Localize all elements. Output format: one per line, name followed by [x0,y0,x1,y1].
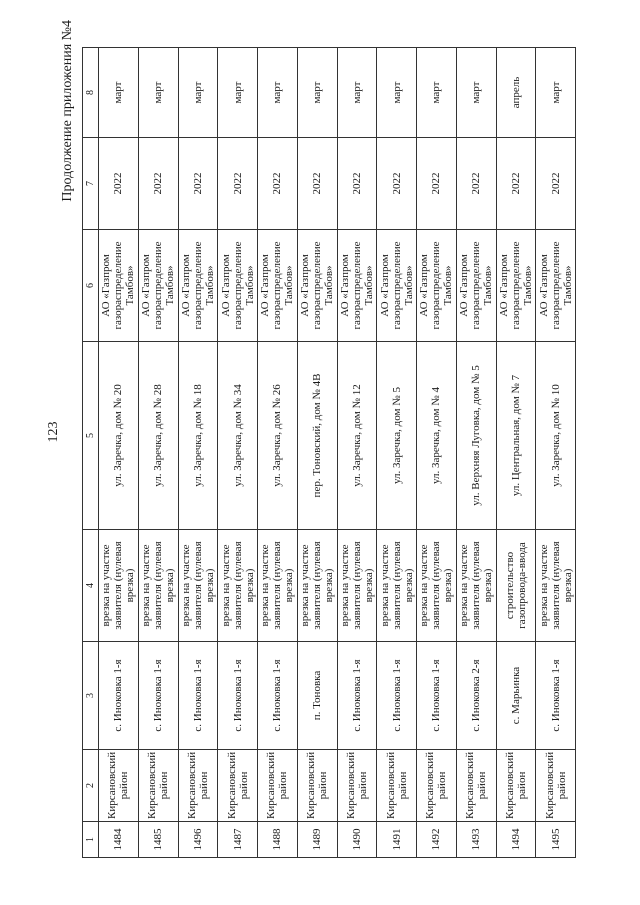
table-cell: 2022 [258,138,298,230]
table-cell: 2022 [337,138,377,230]
table-cell: 1492 [417,822,457,858]
table-cell: март [297,48,337,138]
table-cell: ул. Заречка, дом № 20 [99,342,139,530]
table-row [297,48,337,858]
table-cell: врезка на участке заявителя (нулевая врезка) [178,530,218,642]
table-cell: ул. Заречка, дом № 4 [417,342,457,530]
page-number: 123 [46,421,61,443]
table-cell: 2022 [417,138,457,230]
table-cell: строительство газопровода-ввода [496,530,536,642]
table-cell: с. Иноковка 2-я [456,642,496,750]
table-cell: март [138,48,178,138]
table-cell: ул. Заречка, дом № 26 [258,342,298,530]
table-cell: врезка на участке заявителя (нулевая врезка) [536,530,576,642]
table-cell: 2022 [138,138,178,230]
table-cell: 1491 [377,822,417,858]
table-cell: Кирсановский район [536,750,576,822]
table-row [417,48,457,858]
column-header: 6 [83,230,99,342]
table-cell: врезка на участке заявителя (нулевая врезка) [417,530,457,642]
table-cell: врезка на участке заявителя (нулевая врезка) [258,530,298,642]
table-cell: 1489 [297,822,337,858]
table-cell: врезка на участке заявителя (нулевая врезка) [297,530,337,642]
table-cell: Кирсановский район [297,750,337,822]
table-cell: Кирсановский район [456,750,496,822]
table-cell: 2022 [496,138,536,230]
table-cell: врезка на участке заявителя (нулевая врезка) [377,530,417,642]
table-cell: АО «Газпром газораспределение Тамбов» [297,230,337,342]
table-cell: АО «Газпром газораспределение Тамбов» [138,230,178,342]
table-cell: АО «Газпром газораспределение Тамбов» [377,230,417,342]
column-header: 3 [83,642,99,750]
column-header: 5 [83,342,99,530]
page-subtitle: Продолжение приложения №4 [60,20,75,202]
column-header: 8 [83,48,99,138]
table-cell: 2022 [218,138,258,230]
header-row [83,48,99,858]
table-cell: врезка на участке заявителя (нулевая врезка) [218,530,258,642]
table-cell: 2022 [456,138,496,230]
table-row [536,48,576,858]
table-cell: АО «Газпром газораспределение Тамбов» [258,230,298,342]
table-cell: 2022 [536,138,576,230]
table-cell: март [417,48,457,138]
table-cell: ул. Заречка, дом № 18 [178,342,218,530]
table-cell: март [178,48,218,138]
table-cell: с. Иноковка 1-я [138,642,178,750]
column-header: 4 [83,530,99,642]
table-cell: март [456,48,496,138]
table-cell: март [536,48,576,138]
table-cell: 1485 [138,822,178,858]
table-cell: 1496 [178,822,218,858]
table-cell: Кирсановский район [258,750,298,822]
table-cell: врезка на участке заявителя (нулевая врезка) [138,530,178,642]
table-cell: с. Иноковка 1-я [417,642,457,750]
table-cell: 1493 [456,822,496,858]
table-body [99,48,576,858]
table-cell: АО «Газпром газораспределение Тамбов» [218,230,258,342]
table-cell: 1487 [218,822,258,858]
table-cell: АО «Газпром газораспределение Тамбов» [456,230,496,342]
table-row [99,48,139,858]
table-cell: с. Иноковка 1-я [337,642,377,750]
table-cell: 2022 [377,138,417,230]
table-cell: 1490 [337,822,377,858]
table-cell: АО «Газпром газораспределение Тамбов» [417,230,457,342]
table-cell: с. Иноковка 1-я [536,642,576,750]
table-cell: пер. Тоновский, дом № 4В [297,342,337,530]
table-cell: с. Иноковка 1-я [178,642,218,750]
table-cell: 1484 [99,822,139,858]
table-row [456,48,496,858]
table-cell: март [337,48,377,138]
table-cell: 1494 [496,822,536,858]
table-row [218,48,258,858]
table-cell: Кирсановский район [99,750,139,822]
table-cell: ул. Центральная, дом № 7 [496,342,536,530]
table-cell: 1488 [258,822,298,858]
table-cell: Кирсановский район [337,750,377,822]
table-cell: с. Марьинка [496,642,536,750]
table-cell: апрель [496,48,536,138]
table-cell: врезка на участке заявителя (нулевая врезка) [99,530,139,642]
table-cell: Кирсановский район [138,750,178,822]
table-cell: Кирсановский район [496,750,536,822]
table-cell: врезка на участке заявителя (нулевая врезка) [456,530,496,642]
column-header: 7 [83,138,99,230]
table-cell: март [377,48,417,138]
table-cell: п. Тоновка [297,642,337,750]
table-cell: март [258,48,298,138]
table-cell: Кирсановский район [218,750,258,822]
table-cell: 1495 [536,822,576,858]
table-row [337,48,377,858]
table-cell: 2022 [99,138,139,230]
gasification-table [82,47,576,858]
column-header: 1 [83,822,99,858]
table-row [178,48,218,858]
table-cell: АО «Газпром газораспределение Тамбов» [536,230,576,342]
table-cell: ул. Заречка, дом № 10 [536,342,576,530]
table-cell: АО «Газпром газораспределение Тамбов» [178,230,218,342]
column-header: 2 [83,750,99,822]
table-cell: с. Иноковка 1-я [258,642,298,750]
table-cell: с. Иноковка 1-я [99,642,139,750]
table-cell: ул. Заречка, дом № 28 [138,342,178,530]
table-cell: март [218,48,258,138]
table-cell: Кирсановский район [178,750,218,822]
table-cell: с. Иноковка 1-я [377,642,417,750]
table-cell: Кирсановский район [417,750,457,822]
table-cell: ул. Верхняя Луговка, дом № 5 [456,342,496,530]
table-row [377,48,417,858]
table-cell: март [99,48,139,138]
table-row [138,48,178,858]
table-row [258,48,298,858]
table-cell: ул. Заречка, дом № 12 [337,342,377,530]
table-cell: Кирсановский район [377,750,417,822]
table-cell: 2022 [297,138,337,230]
table-cell: врезка на участке заявителя (нулевая врезка) [337,530,377,642]
table-cell: ул. Заречка, дом № 34 [218,342,258,530]
table-cell: ул. Заречка, дом № 5 [377,342,417,530]
table-cell: АО «Газпром газораспределение Тамбов» [337,230,377,342]
table-row [496,48,536,858]
rotated-table-container [82,48,576,858]
table-cell: АО «Газпром газораспределение Тамбов» [99,230,139,342]
table-cell: АО «Газпром газораспределение Тамбов» [496,230,536,342]
table-cell: 2022 [178,138,218,230]
table-cell: с. Иноковка 1-я [218,642,258,750]
